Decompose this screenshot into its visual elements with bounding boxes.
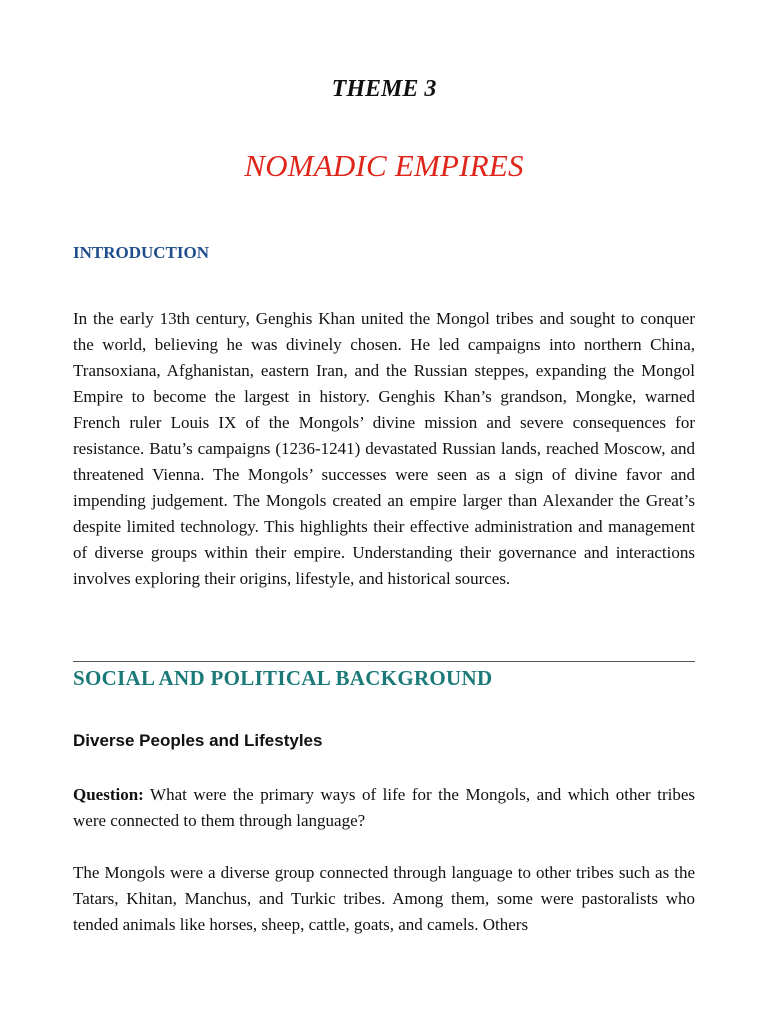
theme-label: THEME 3 [331,76,437,102]
answer-paragraph: The Mongols were a diverse group connected through language to other tribes such as the Tatars, Khitan, Manchus, and Turkic tribes. Among them, some were pastoralists who tended animals like horses, sheep, cattle, goats, and camels. Others [73,863,695,934]
section-divider [73,661,695,662]
question-paragraph [73,782,695,834]
sub-heading: Diverse Peoples and Lifestyles [73,731,323,750]
section-heading: SOCIAL AND POLITICAL BACKGROUND [73,666,493,690]
question-label: Question: [73,785,144,804]
page-title: NOMADIC EMPIRES [244,148,524,183]
introduction-paragraph: In the early 13th century, Genghis Khan united the Mongol tribes and sought to conquer the world, believing he was divinely chosen. He led campaigns into northern China, Transoxiana, Afghanistan, eastern Iran, and the Russian steppes, expanding the Mongol Empire to become the largest in history. Genghis Khan’s grandson, Mongke, warned French ruler Louis IX of the Mongols’ divine mission and severe consequences for resistance. Batu’s campaigns (1236-1241) devastated Russian lands, reached Moscow, and threatened Vienna. The Mongols’ successes were seen as a sign of divine favor and impending judgement. The Mongols created an empire larger than Alexander the Great’s despite limited technology. This highlights their effective administration and management of diverse groups within their empire. Understanding their governance and interactions involves exploring their origins, lifestyle, and historical sources. [73,309,695,588]
introduction-heading: INTRODUCTION [73,243,210,262]
question-text: What were the primary ways of life for the Mongols, and which other tribes were connected to them through language? [73,785,695,830]
